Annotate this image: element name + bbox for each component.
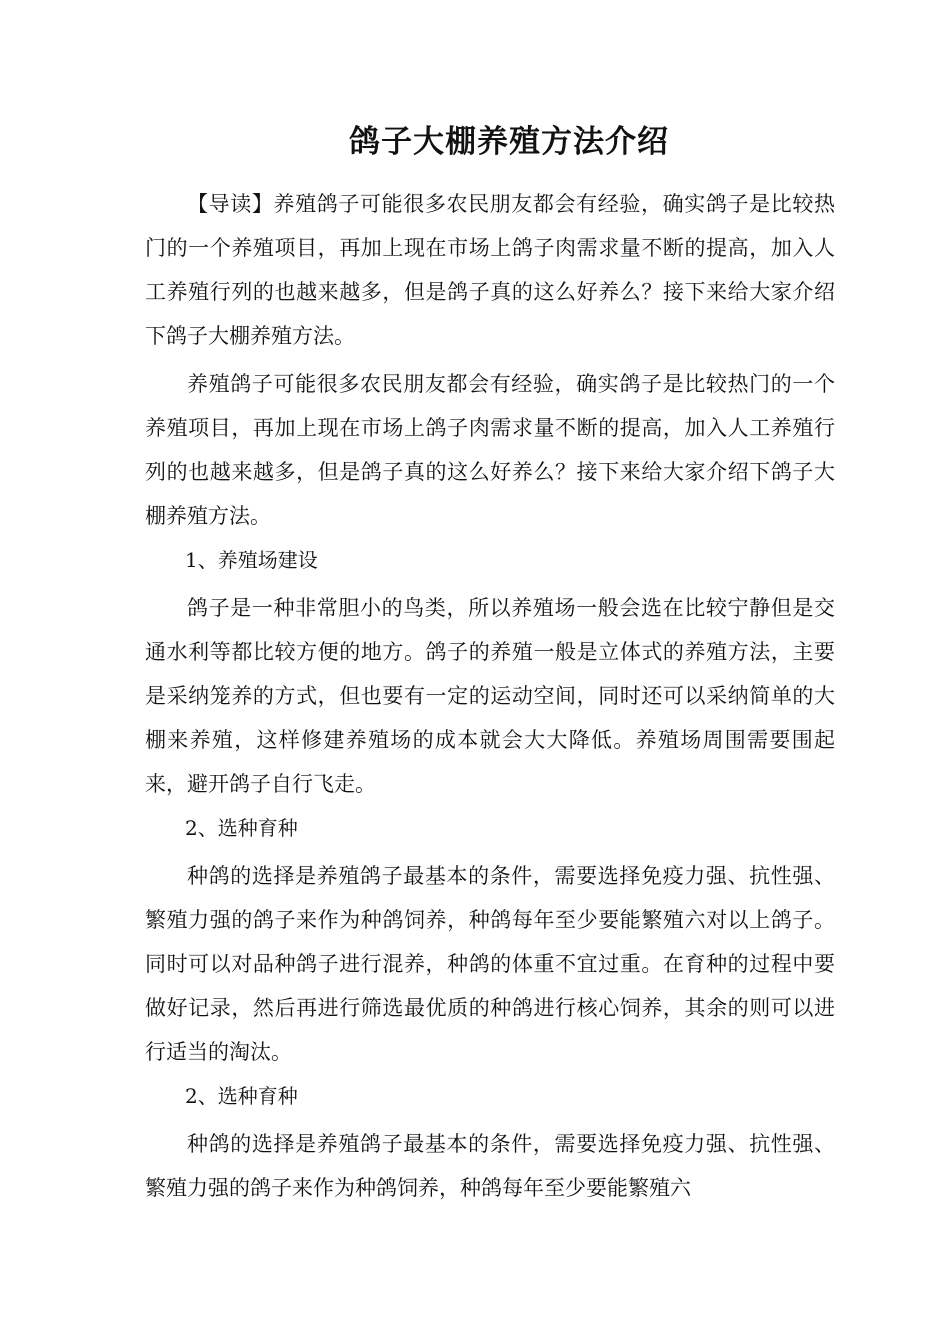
- section-heading: 2、选种育种: [185, 816, 298, 840]
- body-paragraph: 鸽子是一种非常胆小的鸟类，所以养殖场一般会选在比较宁静但是交通水利等都比较方便的地方。鸽子的养殖一般是立体式的养殖方法，主要是采纳笼养的方式，但也要有一定的运动空间，同时还可以采纳简单的大棚来养殖，这样修建养殖场的成本就会大大降低。养殖场周围需要围起来，避开鸽子自行飞走。: [145, 596, 835, 796]
- document-body: [145, 182, 835, 1210]
- section-heading: 1、养殖场建设: [185, 548, 318, 572]
- section-heading: 2、选种育种: [185, 1084, 298, 1108]
- body-paragraph: 养殖鸽子可能很多农民朋友都会有经验，确实鸽子是比较热门的一个养殖项目，再加上现在市场上鸽子肉需求量不断的提高，加入人工养殖行列的也越来越多，但是鸽子真的这么好养么？接下来给大家介绍下鸽子大棚养殖方法。: [145, 372, 835, 528]
- intro-paragraph: 【导读】养殖鸽子可能很多农民朋友都会有经验，确实鸽子是比较热门的一个养殖项目，再加上现在市场上鸽子肉需求量不断的提高，加入人工养殖行列的也越来越多，但是鸽子真的这么好养么？接下来给大家介绍下鸽子大棚养殖方法。: [145, 192, 835, 348]
- body-paragraph: 种鸽的选择是养殖鸽子最基本的条件，需要选择免疫力强、抗性强、繁殖力强的鸽子来作为种鸽饲养，种鸽每年至少要能繁殖六对以上鸽子。同时可以对品种鸽子进行混养，种鸽的体重不宜过重。在育种的过程中要做好记录，然后再进行筛选最优质的种鸽进行核心饲养，其余的则可以进行适当的淘汰。: [145, 864, 835, 1064]
- document-title: 鸽子大棚养殖方法介绍: [349, 124, 669, 160]
- body-paragraph: 种鸽的选择是养殖鸽子最基本的条件，需要选择免疫力强、抗性强、繁殖力强的鸽子来作为种鸽饲养，种鸽每年至少要能繁殖六: [145, 1132, 835, 1200]
